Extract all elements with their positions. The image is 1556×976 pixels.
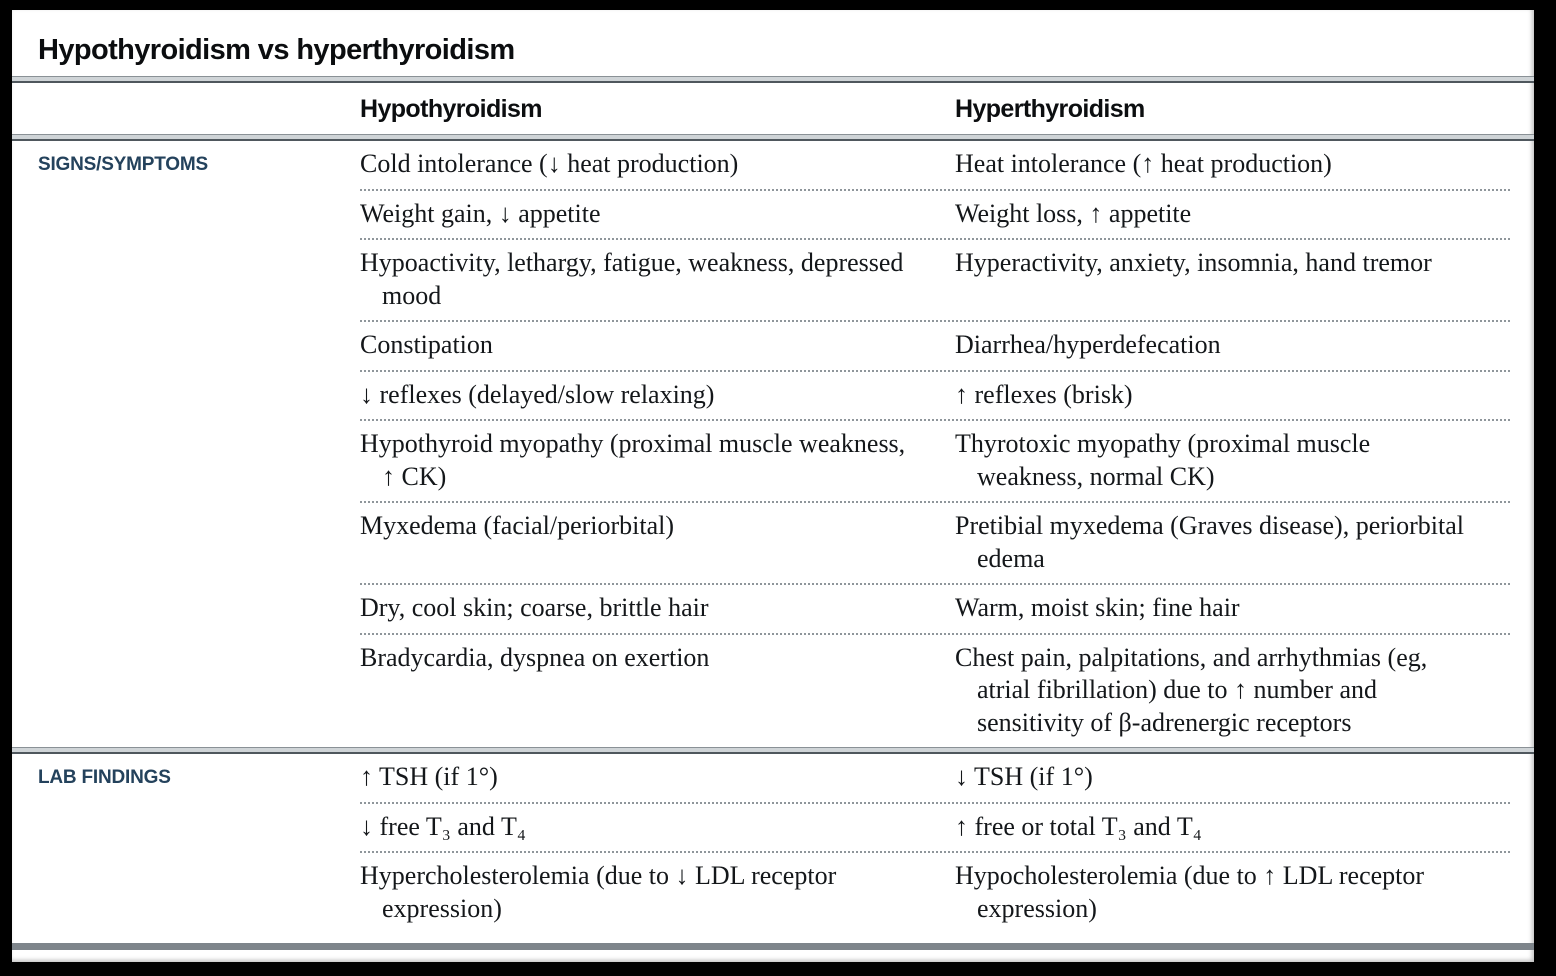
cell-left: Hypothyroid myopathy (proximal muscle weakness, ↑ CK) [360, 429, 906, 491]
section-lab-findings [12, 754, 1534, 933]
table-row [360, 851, 1510, 933]
table-row [360, 583, 1510, 633]
table-row [360, 320, 1510, 370]
section-label-signs-symptoms: SIGNS/SYMPTOMS [38, 154, 208, 175]
cell-right: Weight loss, ↑ appetite [955, 198, 1192, 228]
cell-right: Heat intolerance (↑ heat production) [955, 149, 1332, 178]
cell-right: Hyperactivity, anxiety, insomnia, hand tremor [955, 248, 1432, 277]
cell-right: Hypocholesterolemia (due to ↑ LDL receptor expression) [955, 861, 1425, 923]
table-row [360, 501, 1510, 583]
section-label-lab-findings: LAB FINDINGS [38, 767, 171, 788]
section-divider-rule [12, 747, 1534, 754]
column-header-hypothyroidism: Hypothyroidism [360, 95, 542, 123]
table-row [360, 189, 1510, 239]
table-header-row [12, 83, 1534, 134]
cell-right: Chest pain, palpitations, and arrhythmias (eg, atrial fibrillation) due to ↑ number and sensitivity of β-adrenergic receptors [955, 642, 1428, 737]
table-bottom-bar [12, 943, 1534, 950]
cell-right: ↑ free or total T₃ and T₄ [955, 811, 1202, 841]
cell-right: ↓ TSH (if 1°) [955, 762, 1093, 791]
header-spacer [38, 95, 360, 124]
header-rule [12, 134, 1534, 141]
title-rule [12, 76, 1534, 83]
table-row [360, 141, 1510, 189]
cell-left: Constipation [360, 330, 493, 359]
cell-right: Thyrotoxic myopathy (proximal muscle weakness, normal CK) [955, 429, 1371, 491]
table-row [360, 419, 1510, 501]
table-row [360, 633, 1510, 748]
section-signs-symptoms [12, 141, 1534, 747]
table-row [360, 802, 1510, 852]
cell-left: Hypercholesterolemia (due to ↓ LDL receptor expression) [360, 861, 837, 923]
cell-left: Hypoactivity, lethargy, fatigue, weakness, depressed mood [360, 248, 904, 310]
table-row [360, 370, 1510, 420]
cell-left: ↑ TSH (if 1°) [360, 762, 498, 791]
cell-right: Pretibial myxedema (Graves disease), periorbital edema [955, 511, 1464, 573]
table-row [360, 754, 1510, 802]
table-row [360, 238, 1510, 320]
page-title: Hypothyroidism vs hyperthyroidism [38, 34, 515, 66]
cell-left: Cold intolerance (↓ heat production) [360, 149, 739, 178]
cell-left: Dry, cool skin; coarse, brittle hair [360, 593, 709, 622]
cell-right: ↑ reflexes (brisk) [955, 379, 1133, 409]
cell-left: Weight gain, ↓ appetite [360, 198, 601, 228]
cell-left: ↓ free T₃ and T₄ [360, 811, 526, 841]
column-header-hyperthyroidism: Hyperthyroidism [955, 95, 1145, 123]
cell-right: Warm, moist skin; fine hair [955, 593, 1240, 622]
cell-left: Bradycardia, dyspnea on exertion [360, 642, 710, 672]
page [12, 10, 1534, 962]
cell-left: Myxedema (facial/periorbital) [360, 511, 675, 540]
cell-left: ↓ reflexes (delayed/slow relaxing) [360, 379, 715, 409]
cell-right: Diarrhea/hyperdefecation [955, 330, 1221, 359]
